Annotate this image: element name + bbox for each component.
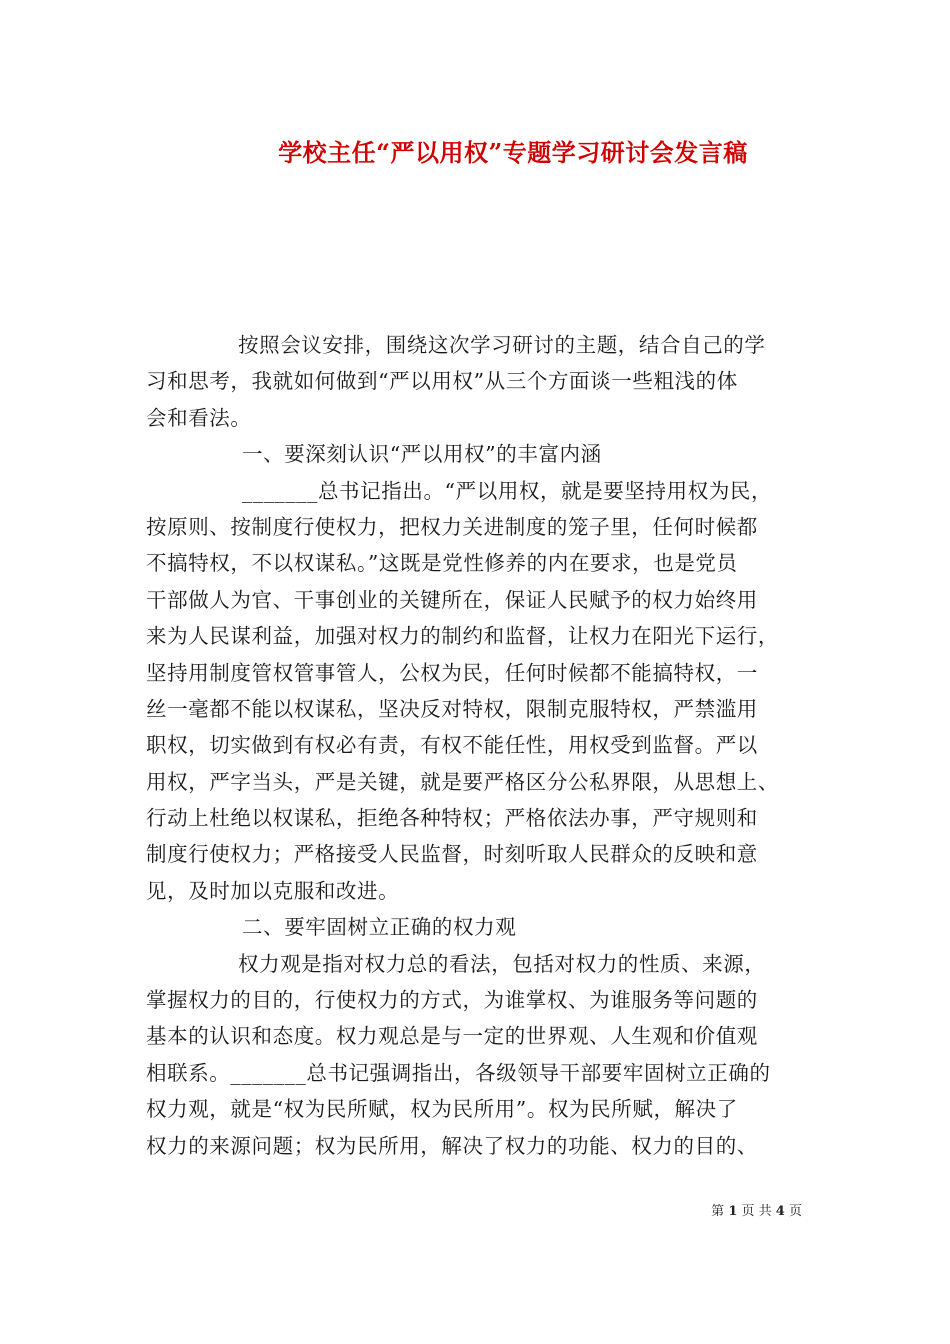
body-line: _______总书记指出。“严以用权，就是要坚持用权为民，: [242, 478, 773, 503]
body-line: 权力观，就是“权为民所赋，权为民所用”。权为民所赋，解决了: [146, 1097, 738, 1122]
body-line: 会和看法。: [146, 405, 252, 430]
body-line: 习和思考，我就如何做到“严以用权”从三个方面谈一些粗浅的体: [146, 369, 738, 394]
current-page-number: 1: [728, 1204, 738, 1219]
body-line: 见，及时加以克服和改进。: [146, 878, 400, 903]
body-line: 掌握权力的目的，行使权力的方式，为谁掌权、为谁服务等问题的: [146, 988, 758, 1013]
body-line: 制度行使权力；严格接受人民监督，时刻听取人民群众的反映和意: [146, 842, 758, 867]
body-line: 干部做人为官、干事创业的关键所在，保证人民赋予的权力始终用: [146, 587, 758, 612]
body-line: 用权，严字当头，严是关键，就是要严格区分公私界限，从思想上、: [146, 769, 779, 794]
body-line: 行动上杜绝以权谋私，拒绝各种特权；严格依法办事，严守规则和: [146, 806, 758, 831]
body-line: 丝一毫都不能以权谋私，坚决反对特权，限制克服特权，严禁滥用: [146, 696, 758, 721]
footer-prefix: 第: [711, 1204, 725, 1219]
footer-suffix: 页: [788, 1204, 802, 1219]
total-page-number: 4: [775, 1204, 785, 1219]
body-line: 按原则、按制度行使权力，把权力关进制度的笼子里，任何时候都: [146, 514, 758, 539]
page-footer: [711, 1200, 802, 1219]
body-line: 职权，切实做到有权必有责，有权不能任性，用权受到监督。严以: [146, 733, 758, 758]
body-line: 来为人民谋利益，加强对权力的制约和监督，让权力在阳光下运行，: [146, 624, 779, 649]
footer-middle: 页 共: [741, 1204, 772, 1219]
body-line: 相联系。_______总书记强调指出，各级领导干部要牢固树立正确的: [146, 1060, 771, 1085]
body-line: 权力观是指对权力总的看法，包括对权力的性质、来源，: [238, 951, 766, 976]
body-line: 按照会议安排，围绕这次学习研讨的主题，结合自己的学: [238, 333, 766, 357]
document-body: [146, 327, 814, 1164]
section-heading: 二、要牢固树立正确的权力观: [242, 915, 517, 940]
body-line: 基本的认识和态度。权力观总是与一定的世界观、人生观和价值观: [146, 1024, 758, 1049]
body-line: 坚持用制度管权管事管人，公权为民，任何时候都不能搞特权，一: [146, 660, 758, 685]
body-line: 权力的来源问题；权为民所用，解决了权力的功能、权力的目的、: [146, 1133, 758, 1158]
document-title: 学校主任“严以用权”专题学习研讨会发言稿: [278, 138, 748, 167]
section-heading: 一、要深刻认识“严以用权”的丰富内涵: [242, 442, 602, 467]
body-line: 不搞特权，不以权谋私。”这既是党性修养的内在要求，也是党员: [146, 551, 738, 576]
